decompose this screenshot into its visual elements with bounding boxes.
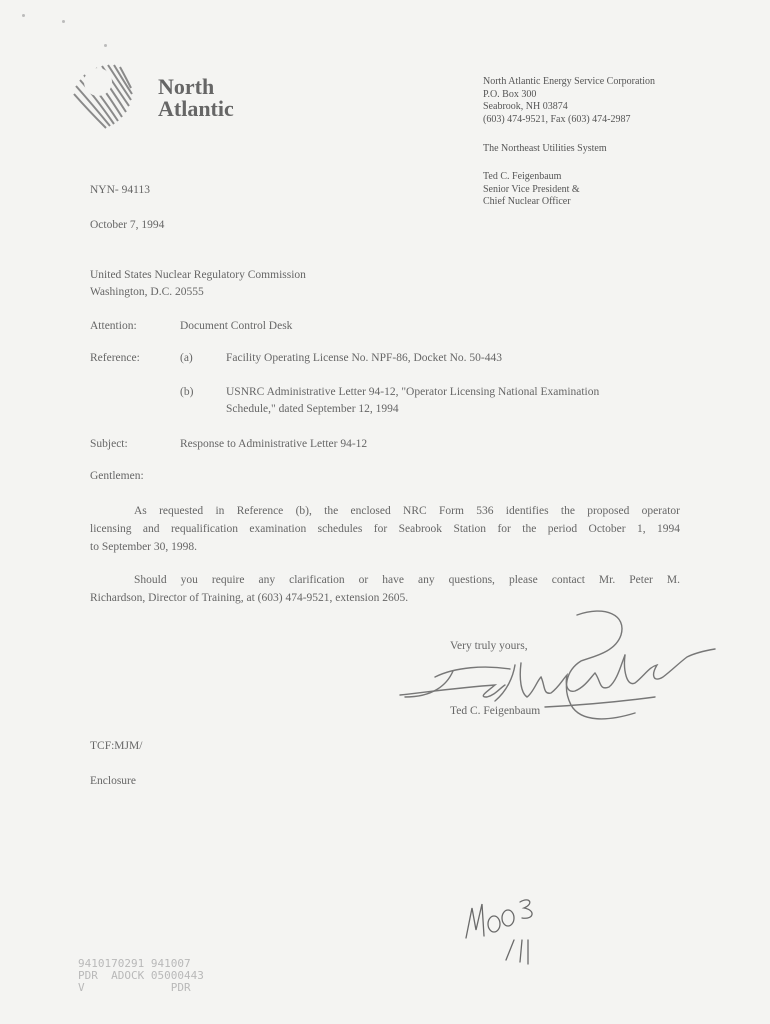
- handwritten-signature: [395, 605, 725, 730]
- enclosure-note: Enclosure: [90, 775, 136, 787]
- stamp-line: V PDR: [78, 981, 191, 994]
- typist-initials: TCF:MJM/: [90, 740, 143, 752]
- letter-date: October 7, 1994: [90, 219, 165, 231]
- utility-system-name: The Northeast Utilities System: [483, 143, 607, 154]
- scan-speck: [104, 44, 107, 47]
- scan-speck: [22, 14, 25, 17]
- address-line: North Atlantic Energy Service Corporation: [483, 76, 655, 87]
- signer-line: Senior Vice President &: [483, 183, 580, 195]
- reference-marker: (a): [180, 352, 193, 364]
- paragraph-line: Should you require any clarification or have any questions, please contact Mr. Peter M.: [134, 574, 680, 586]
- paragraph-line: to September 30, 1998.: [90, 541, 197, 553]
- reference-item: Facility Operating License No. NPF-86, Docket No. 50-443: [226, 352, 502, 364]
- stamp-line: PDR ADOCK 05000443: [78, 969, 204, 982]
- company-logo-text: [158, 76, 234, 120]
- paragraph-line: As requested in Reference (b), the enclosed NRC Form 536 identifies the proposed operator: [134, 505, 680, 517]
- stamp-line: 9410170291 941007: [78, 957, 191, 970]
- address-line: Seabrook, NH 03874: [483, 101, 568, 112]
- subject-label: Subject:: [90, 438, 128, 450]
- signer-line: Chief Nuclear Officer: [483, 196, 571, 207]
- address-line: P.O. Box 300: [483, 88, 537, 100]
- reference-marker: (b): [180, 386, 194, 398]
- attention-label: Attention:: [90, 320, 137, 332]
- recipient-line1: United States Nuclear Regulatory Commission: [90, 269, 306, 281]
- recipient-line2: Washington, D.C. 20555: [90, 286, 204, 298]
- attention-value: Document Control Desk: [180, 320, 293, 332]
- paragraph-line: licensing and requalification examination schedules for Seabrook Station for the period October 1, 1994: [90, 523, 680, 535]
- body-paragraph-1: [90, 502, 680, 556]
- reference-label: Reference:: [90, 352, 140, 364]
- company-name-line1: North: [158, 74, 215, 99]
- north-atlantic-logo-icon: [68, 60, 144, 134]
- address-line: (603) 474-9521, Fax (603) 474-2987: [483, 113, 631, 125]
- signer-line: Ted C. Feigenbaum: [483, 171, 562, 182]
- reference-number: NYN- 94113: [90, 184, 150, 196]
- letterhead-address: [483, 76, 655, 126]
- salutation: Gentlemen:: [90, 470, 144, 482]
- body-paragraph-2: [90, 571, 680, 607]
- handwritten-routing-mark: [458, 890, 543, 970]
- letterhead-signer: [483, 171, 580, 209]
- company-name-line2: Atlantic: [158, 96, 234, 121]
- reference-item: USNRC Administrative Letter 94-12, "Operator Licensing National Examination: [226, 386, 600, 398]
- closing: Very truly yours,: [450, 640, 528, 652]
- scan-speck: [62, 20, 65, 23]
- paragraph-line: Richardson, Director of Training, at (603) 474-9521, extension 2605.: [90, 592, 409, 604]
- subject-value: Response to Administrative Letter 94-12: [180, 438, 368, 450]
- signature-name: Ted C. Feigenbaum: [450, 705, 541, 717]
- reference-item: Schedule," dated September 12, 1994: [226, 403, 399, 415]
- document-control-stamp: [78, 958, 204, 994]
